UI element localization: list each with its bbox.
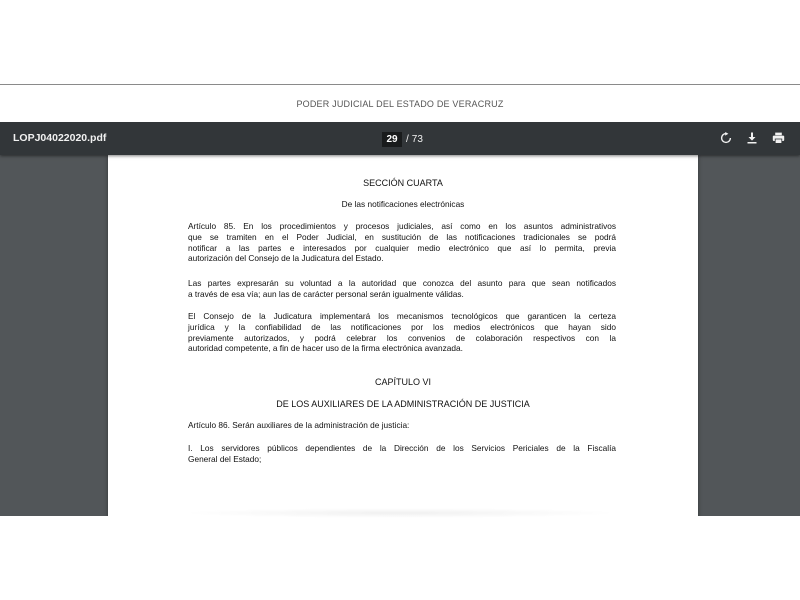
rotate-icon: [720, 132, 732, 144]
pdf-viewer[interactable]: [0, 122, 800, 516]
consejo-paragraph: [188, 311, 616, 354]
article-85-paragraph: [188, 221, 616, 264]
article-85-line: autorización del Consejo de la Judicatura del Estado.: [188, 253, 384, 264]
article-85-line: que se tramiten en el Poder Judicial, en sustitución de las notificaciones tradicionales se podrá: [188, 231, 616, 242]
article-86-line: Artículo 86. Serán auxiliares de la administración de justicia:: [188, 420, 410, 430]
consejo-line: previamente autorizados, y podrá celebrar los convenios de colaboración respectivos con la: [188, 332, 616, 343]
article-85-line: notificar a las partes e interesados por cualquier medio electrónico que así lo permita, previa: [188, 242, 616, 253]
article-86-paragraph: [188, 420, 616, 431]
site-header: PODER JUDICIAL DEL ESTADO DE VERACRUZ: [296, 98, 504, 109]
chapter-title: CAPÍTULO VI: [374, 377, 431, 387]
print-icon: [772, 132, 785, 144]
page-number-input[interactable]: [382, 132, 402, 147]
page-navigation: [382, 130, 423, 148]
consejo-line: autoridad competente, a fin de hacer uso de la firma electrónica avanzada.: [188, 343, 463, 354]
pdf-page: [108, 155, 698, 516]
page-separator: /: [406, 133, 409, 145]
parties-paragraph: [188, 278, 616, 300]
download-icon: [746, 132, 758, 144]
consejo-line: jurídica y la confiabilidad de las notificaciones por los medios electrónicos que hayan sido: [188, 321, 616, 332]
parties-line: Las partes expresarán su voluntad a la autoridad que conozca del asunto para que sean notificados: [188, 278, 616, 288]
section-title: SECCIÓN CUARTA: [363, 178, 443, 188]
article-85-line: Artículo 85. En los procedimientos y procesos judiciales, así como en los asuntos administrativos: [188, 221, 616, 231]
page-bottom-shadow: [180, 508, 620, 518]
parties-line: a través de esa vía; aun las de carácter personal serán igualmente válidas.: [188, 288, 464, 299]
item-1-line: General del Estado;: [188, 453, 262, 464]
section-subtitle: De las notificaciones electrónicas: [341, 199, 465, 209]
rotate-button[interactable]: [716, 128, 736, 148]
file-title: LOPJ04022020.pdf: [13, 132, 107, 144]
total-pages: 73: [411, 133, 423, 145]
print-button[interactable]: [768, 128, 788, 148]
consejo-line: El Consejo de la Judicatura implementará los mecanismos tecnológicos que garanticen la certeza: [188, 311, 616, 321]
chapter-subtitle: DE LOS AUXILIARES DE LA ADMINISTRACIÓN DE JUSTICIA: [276, 399, 530, 409]
item-1-line: I. Los servidores públicos dependientes de la Dirección de los Servicios Periciales de la Fiscalía: [188, 443, 616, 453]
pdf-toolbar: [0, 122, 800, 155]
download-button[interactable]: [742, 128, 762, 148]
item-1-paragraph: [188, 443, 616, 465]
